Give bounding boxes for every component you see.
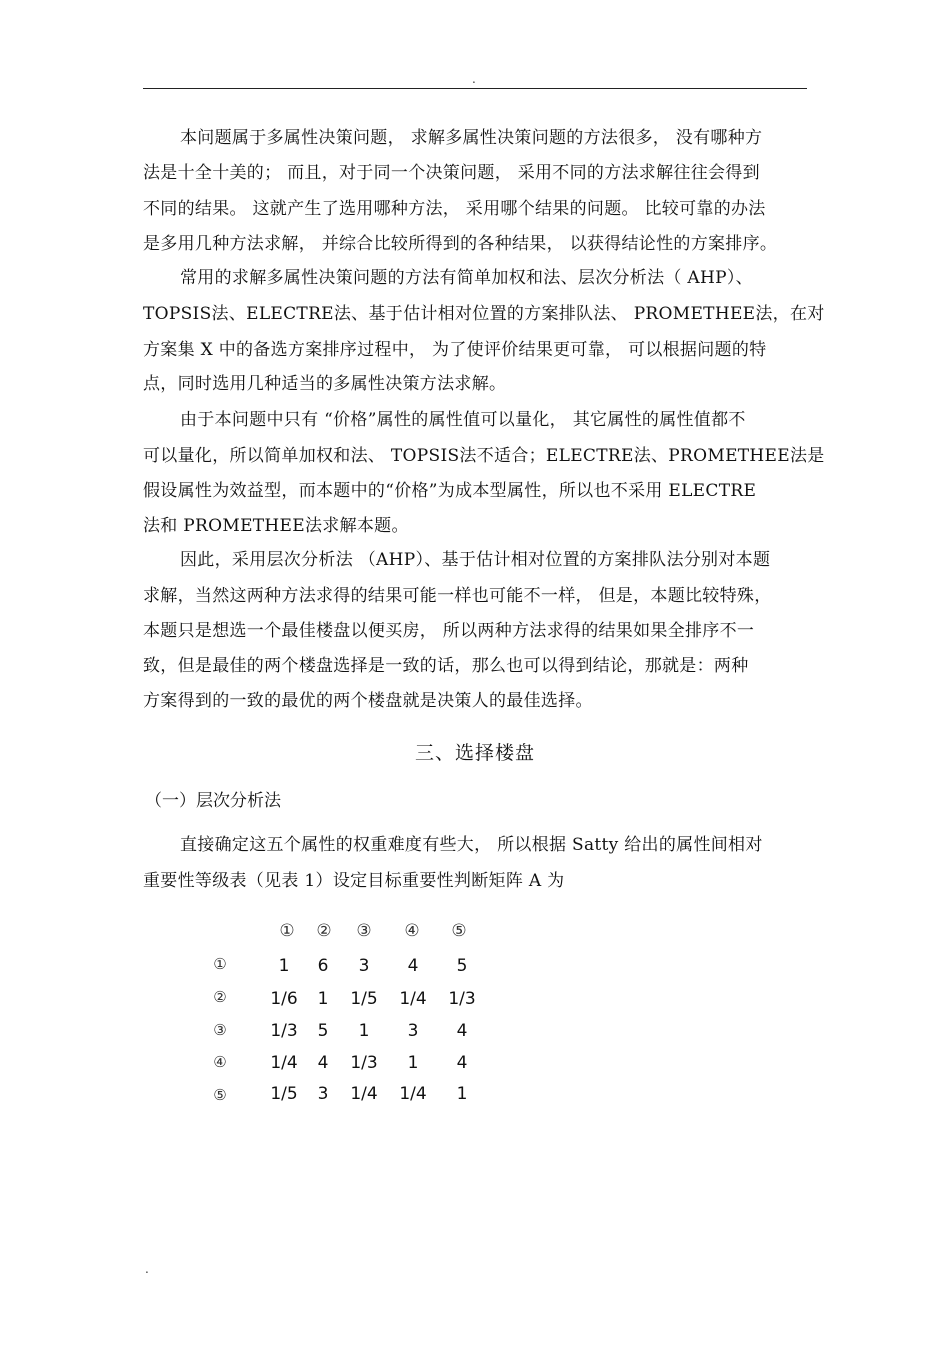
subsection-heading: （一）层次分析法 [145,791,281,811]
matrix-cell: 3 [358,956,370,976]
section-heading: 三、选择楼盘 [414,742,535,764]
paragraph-4-line-3: 本题只是想选一个最佳楼盘以便买房， 所以两种方法求得的结果如果全排序不一 [143,621,755,641]
matrix-cell: 1 [278,956,290,976]
matrix-cell: 4 [456,1021,468,1041]
matrix-cell: 1/5 [350,989,378,1009]
paragraph-3-line-2: 可以量化，所以简单加权和法、 TOPSIS法不适合；ELECTRE法、PROMETHEE法是 [143,446,825,466]
matrix-col-header: ⑤ [451,921,467,941]
matrix-cell: 1 [358,1021,370,1041]
matrix-row-label: ④ [213,1053,227,1071]
matrix-cell: 4 [407,956,419,976]
matrix-cell: 1 [407,1053,419,1073]
header-mark: . [472,72,476,86]
matrix-cell: 1/4 [270,1053,298,1073]
paragraph-2-line-3: 方案集 X 中的备选方案排序过程中， 为了使评价结果更可靠， 可以根据问题的特 [143,340,767,360]
paragraph-3-line-1: 由于本问题中只有 “价格”属性的属性值可以量化， 其它属性的属性值都不 [180,410,746,430]
matrix-col-header: ④ [404,921,420,941]
matrix-col-header: ① [279,921,295,941]
paragraph-4-line-1: 因此，采用层次分析法 （AHP）、基于估计相对位置的方案排队法分别对本题 [180,550,771,570]
paragraph-4-line-5: 方案得到的一致的最优的两个楼盘就是决策人的最佳选择。 [143,691,593,711]
paragraph-4-line-4: 致，但是最佳的两个楼盘选择是一致的话，那么也可以得到结论，那就是：两种 [143,656,749,676]
paragraph-1-line-4: 是多用几种方法求解， 并综合比较所得到的各种结果， 以获得结论性的方案排序。 [143,234,778,254]
intro-line-2: 重要性等级表（见表 1）设定目标重要性判断矩阵 A 为 [143,871,565,891]
matrix-row-label: ② [213,988,227,1006]
matrix-cell: 3 [407,1021,419,1041]
header-rule [143,88,807,89]
matrix-cell: 1 [317,989,329,1009]
paragraph-4-line-2: 求解，当然这两种方法求得的结果可能一样也可能不一样， 但是，本题比较特殊， [143,586,772,606]
matrix-cell: 1/5 [270,1084,298,1104]
matrix-col-header: ③ [356,921,372,941]
intro-line-1: 直接确定这五个属性的权重难度有些大， 所以根据 Satty 给出的属性间相对 [180,835,763,855]
matrix-cell: 1/4 [399,1084,427,1104]
matrix-cell: 6 [317,956,329,976]
footer-mark: . [145,1262,149,1276]
paragraph-3-line-3: 假设属性为效益型，而本题中的“价格”为成本型属性，所以也不采用 ELECTRE [143,481,757,501]
matrix-cell: 1/4 [399,989,427,1009]
paragraph-1-line-3: 不同的结果。 这就产生了选用哪种方法， 采用哪个结果的问题。 比较可靠的办法 [143,199,766,219]
matrix-cell: 5 [456,956,468,976]
matrix-row-label: ③ [213,1021,227,1039]
matrix-cell: 5 [317,1021,329,1041]
matrix-cell: 1/6 [270,989,298,1009]
matrix-cell: 4 [317,1053,329,1073]
matrix-cell: 1/3 [448,989,476,1009]
paragraph-2-line-2: TOPSIS法、ELECTRE法、基于估计相对位置的方案排队法、 PROMETHEE法，在对 [143,304,825,324]
matrix-row-label: ① [213,955,227,973]
paragraph-2-line-1: 常用的求解多属性决策问题的方法有简单加权和法、层次分析法（ AHP）、 [180,268,753,288]
matrix-cell: 1/4 [350,1084,378,1104]
paragraph-3-line-4: 法和 PROMETHEE法求解本题。 [143,516,409,536]
paragraph-1-line-1: 本问题属于多属性决策问题， 求解多属性决策问题的方法很多， 没有哪种方 [180,128,763,148]
matrix-row-label: ⑤ [213,1086,227,1104]
paragraph-2-line-4: 点，同时选用几种适当的多属性决策方法求解。 [143,374,507,394]
matrix-cell: 4 [456,1053,468,1073]
matrix-cell: 1/3 [350,1053,378,1073]
matrix-cell: 3 [317,1084,329,1104]
matrix-col-header: ② [316,921,332,941]
matrix-cell: 1/3 [270,1021,298,1041]
matrix-cell: 1 [456,1084,468,1104]
paragraph-1-line-2: 法是十全十美的； 而且，对于同一个决策问题， 采用不同的方法求解往往会得到 [143,163,760,183]
